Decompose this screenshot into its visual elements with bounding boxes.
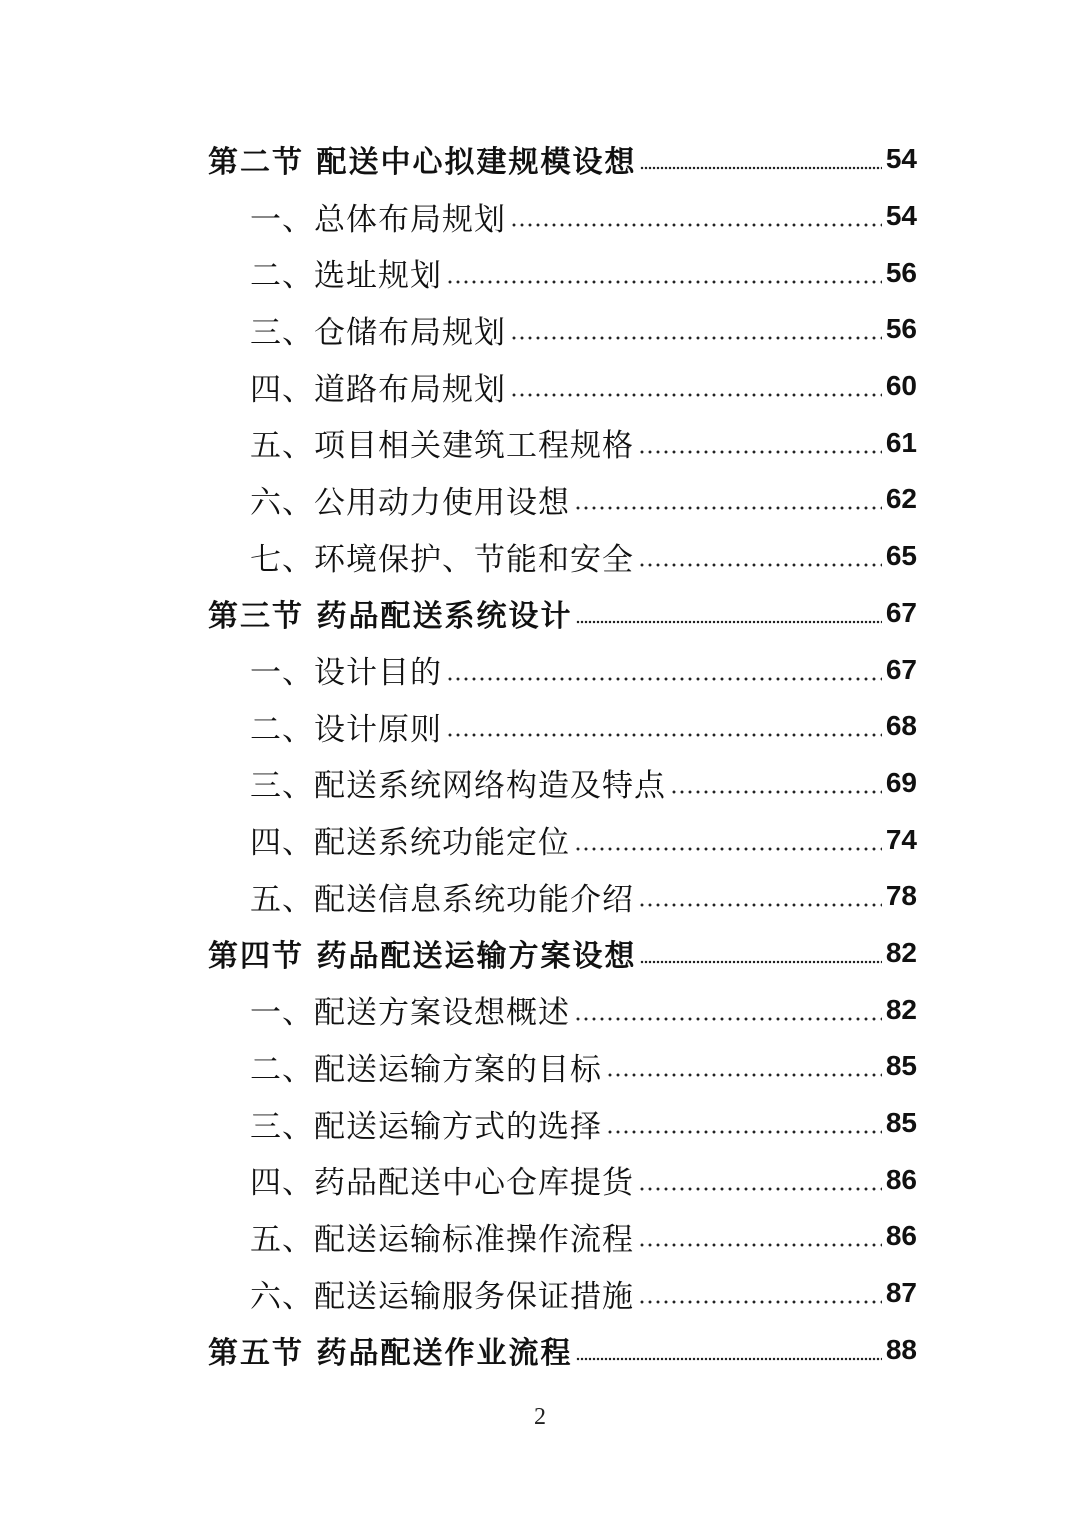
toc-entry-title: 五、配送信息系统功能介绍 xyxy=(250,881,634,918)
toc-entry-page: 88 xyxy=(885,1333,917,1365)
toc-dot-leader xyxy=(670,790,882,794)
toc-item-row[interactable] xyxy=(208,698,917,755)
toc-entry-title: 第四节 药品配送运输方案设想 xyxy=(208,938,637,974)
toc-entry-title: 三、配送系统网络构造及特点 xyxy=(250,768,666,805)
toc-entry-page: 56 xyxy=(885,313,917,345)
toc-item-row[interactable] xyxy=(208,244,917,301)
toc-entry-title: 第五节 药品配送作业流程 xyxy=(208,1335,573,1371)
toc-dot-leader xyxy=(638,1243,882,1247)
toc-entry-title: 第二节 配送中心拟建规模设想 xyxy=(208,145,637,181)
toc-dot-leader xyxy=(510,223,882,227)
toc-entry-page: 56 xyxy=(885,256,917,288)
toc-entry-title: 五、项目相关建筑工程规格 xyxy=(250,428,634,465)
toc-entry-title: 第三节 药品配送系统设计 xyxy=(208,598,573,634)
toc-entry-title: 二、设计原则 xyxy=(250,711,442,748)
toc-entry-page: 60 xyxy=(885,370,917,402)
toc-item-row[interactable] xyxy=(208,1038,917,1095)
toc-item-row[interactable] xyxy=(208,1095,917,1152)
toc-dot-leader xyxy=(638,450,882,454)
toc-entry-title: 四、道路布局规划 xyxy=(250,371,506,408)
toc-dot-leader xyxy=(446,733,882,737)
toc-item-row[interactable] xyxy=(208,528,917,585)
toc-dot-leader xyxy=(638,1187,882,1191)
toc-dot-leader xyxy=(576,1357,881,1361)
toc-entry-page: 86 xyxy=(885,1220,917,1252)
toc-entry-page: 54 xyxy=(885,200,917,232)
toc-entry-page: 65 xyxy=(885,540,917,572)
toc-entry-title: 六、公用动力使用设想 xyxy=(250,484,570,521)
toc-dot-leader xyxy=(638,903,882,907)
toc-dot-leader xyxy=(606,1073,882,1077)
toc-section-row[interactable] xyxy=(208,1321,917,1378)
toc-entry-title: 一、总体布局规划 xyxy=(250,201,506,238)
toc-section-row[interactable] xyxy=(208,131,917,188)
toc-dot-leader xyxy=(640,960,881,964)
toc-item-row[interactable] xyxy=(208,188,917,245)
toc-entry-page: 85 xyxy=(885,1050,917,1082)
toc-entry-page: 67 xyxy=(885,653,917,685)
toc-entry-page: 54 xyxy=(885,143,917,175)
toc-entry-title: 二、选址规划 xyxy=(250,258,442,295)
toc-entry-page: 62 xyxy=(885,483,917,515)
toc-entry-page: 85 xyxy=(885,1107,917,1139)
toc-item-row[interactable] xyxy=(208,1151,917,1208)
toc-dot-leader xyxy=(446,280,882,284)
toc-entry-title: 六、配送运输服务保证措施 xyxy=(250,1278,634,1315)
toc-dot-leader xyxy=(638,563,882,567)
toc-entry-page: 67 xyxy=(885,596,917,628)
toc-entry-title: 五、配送运输标准操作流程 xyxy=(250,1221,634,1258)
toc-item-row[interactable] xyxy=(208,811,917,868)
toc-dot-leader xyxy=(640,166,881,170)
toc-entry-title: 二、配送运输方案的目标 xyxy=(250,1051,602,1088)
toc-entry-page: 87 xyxy=(885,1277,917,1309)
toc-dot-leader xyxy=(510,336,882,340)
toc-entry-title: 三、仓储布局规划 xyxy=(250,314,506,351)
toc-entry-title: 一、配送方案设想概述 xyxy=(250,995,570,1032)
toc-dot-leader xyxy=(574,1017,882,1021)
page-number: 2 xyxy=(534,1404,546,1430)
toc-entry-page: 78 xyxy=(885,880,917,912)
toc-item-row[interactable] xyxy=(208,414,917,471)
toc-entry-page: 74 xyxy=(885,823,917,855)
toc-item-row[interactable] xyxy=(208,358,917,415)
toc-entry-title: 四、药品配送中心仓库提货 xyxy=(250,1165,634,1202)
toc-entry-page: 82 xyxy=(885,936,917,968)
toc-entry-page: 86 xyxy=(885,1163,917,1195)
toc-dot-leader xyxy=(638,1300,882,1304)
toc-item-row[interactable] xyxy=(208,301,917,358)
toc-item-row[interactable] xyxy=(208,755,917,812)
toc-entry-title: 三、配送运输方式的选择 xyxy=(250,1108,602,1145)
toc-dot-leader xyxy=(574,847,882,851)
toc-dot-leader xyxy=(606,1130,882,1134)
toc-item-row[interactable] xyxy=(208,471,917,528)
toc-item-row[interactable] xyxy=(208,1208,917,1265)
toc-section-row[interactable] xyxy=(208,585,917,642)
toc-dot-leader xyxy=(446,677,882,681)
toc-dot-leader xyxy=(576,620,881,624)
toc-dot-leader xyxy=(510,393,882,397)
table-of-contents xyxy=(208,131,917,1378)
toc-entry-page: 69 xyxy=(885,766,917,798)
toc-section-row[interactable] xyxy=(208,925,917,982)
toc-entry-title: 七、环境保护、节能和安全 xyxy=(250,541,634,578)
toc-entry-title: 四、配送系统功能定位 xyxy=(250,825,570,862)
toc-item-row[interactable] xyxy=(208,868,917,925)
toc-dot-leader xyxy=(574,506,882,510)
toc-entry-title: 一、设计目的 xyxy=(250,655,442,692)
toc-entry-page: 61 xyxy=(885,426,917,458)
toc-item-row[interactable] xyxy=(208,641,917,698)
toc-item-row[interactable] xyxy=(208,1265,917,1322)
toc-item-row[interactable] xyxy=(208,981,917,1038)
toc-entry-page: 68 xyxy=(885,710,917,742)
toc-entry-page: 82 xyxy=(885,993,917,1025)
